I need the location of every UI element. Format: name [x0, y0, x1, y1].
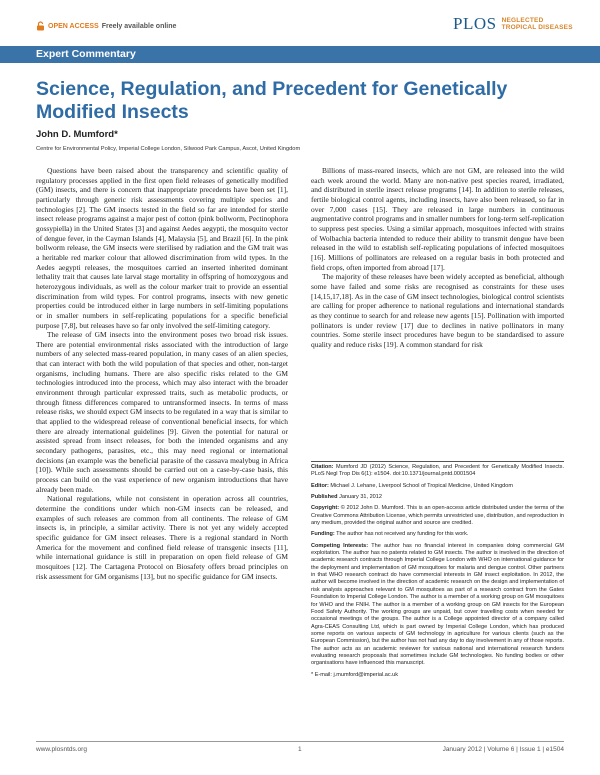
journal-url-link[interactable]: www.plosntds.org: [36, 746, 87, 753]
funding: Funding: The author has not received any funding for this work.: [311, 531, 469, 538]
page-number: 1: [298, 746, 302, 753]
journal-subtitle: [502, 17, 573, 32]
copyright: Copyright: © 2012 John D. Mumford. This is an open-access article distributed under the terms of the Creative Commons Attribution License, which permits unrestricted use, distribution, and reproduction in any medium, provided the original author and source are credited.: [311, 505, 565, 527]
author-email: * E-mail: j.mumford@imperial.ac.uk: [311, 671, 399, 678]
paragraph: The release of GM insects into the environment poses two broad risk issues. There are potential environmental risks associated with the introduction of large numbers of any selected mass-reared population, in many cases of an alien species, that can interact with both the wild population of that species and other, non-target organisms, including humans. There are also specific risks related to the GM technologies introduced into the process, which may also interact with the broader environment through particular expressed traits, such as metabolic products, or through fitness differences compared to untransformed insects. In terms of mass release risks, we should expect GM insects to be regulated in a way that is similar to that applied to the widespread release of conventional beneficial insects, for which there are already international guidelines [9]. Given the potential for natural or assisted spread from insect releases, for both the intended organisms and any secondary pathogens, parasites, etc., this may need regional or international decisions (an example was the beneficial parasite of the cassava mealybug in Africa [10]). While such assessments should be carried out on a case-by-case basis, this process can build on the vast experience of new organism introductions that have already been made.: [36, 330, 288, 494]
section-label: Expert Commentary: [36, 48, 136, 60]
author-affiliation: Centre for Environmental Policy, Imperial College London, Silwood Park Campus, Ascot, United Kingdom: [36, 146, 301, 152]
open-access-badge: [36, 21, 176, 31]
page-footer: [36, 741, 564, 753]
editor: Editor: Michael J. Lehane, Liverpool School of Tropical Medicine, United Kingdom: [311, 482, 513, 489]
open-access-lock-icon: [36, 21, 45, 31]
article-author: John D. Mumford*: [36, 129, 118, 140]
info-divider: [311, 461, 564, 462]
section-band: [0, 46, 600, 63]
body-column-right: [311, 166, 564, 349]
body-column-left: [36, 166, 288, 581]
article-info-box: [311, 461, 564, 683]
issue-info: January 2012 | Volume 6 | Issue 1 | e1504: [442, 746, 564, 753]
journal-logo: [453, 14, 573, 34]
open-access-suffix: Freely available online: [101, 22, 177, 30]
open-access-label: OPEN ACCESS: [48, 22, 99, 30]
competing-interests: Competing Interests: The author has no financial interest in companies doing commercial GM exploitation. The author has no patents related to GM insects. The author is involved in the direction of academic research contracts through Imperial College London with WHO on international guidance for the deployment and implementation of GM mosquitoes for malaria and dengue control. Other partners in that WHO research contract do have commercial interests in GM insect exploitation. In 2012, the author will become involved in the direction of academic research on the design and implementation of risk analysis approaches relevant to GM mosquitoes as part of a research contract from the Gates Foundation to Imperial College London. The author is a member of a working group on GM mosquitoes for WHO and the FNIH. The author is a member of a working group on GM insects for the European Food Safety Authority. The working groups are unpaid, but cover travelling costs when needed for occasional meetings of the groups. The author is a College appointed director of a company called Agra-CEAS Consulting Ltd, which is part owned by Imperial College London, which has produced some reports on various aspects of GM technology in agriculture for various clients (such as the European Commission), but the author has not had any day to day involvement in any of those reports. The author acts as an academic reviewer for various national and international research funders evaluating research proposals that sometimes include GM technologies. No funding bodies or other organisations have influenced this manuscript.: [311, 542, 564, 667]
paragraph: Questions have been raised about the transparency and scientific quality of regulatory processes applied in the first open field releases of genetically modified (GM) insects, and there is concern that inappropriate precedents have been set [1], particularly through generic risk assessments covering multiple species and technologies [2]. The GM insects tested in the field so far are intended for sterile insect release programs against a major pest of cotton (pink bollworm, Pectinophora gossypiella) in the United States [3] and against Aedes aegypti, the mosquito vector of dengue fever, in the Cayman Islands [4], Malaysia [5], and Brazil [6]. In the pink bollworm release, the GM insects were sterilised by radiation and the GM trait was a heritable red marker colour that allowed discrimination from wild types. In the Aedes aegypti releases, the mosquitoes carried an inserted inherited dominant lethality trait that causes late larval stage mortality in offspring of homozygous and heterozygous individuals, as well as the colour marker trait to provide an essential discrimination from wild types. For control programs, insects with new genetic properties could be introduced either in large numbers in self-limiting populations or in smaller numbers in self-replicating populations for a specific beneficial purpose [7,8], but releases have so far only involved the self-limiting category.: [36, 166, 288, 330]
citation: Citation: Mumford JD (2012) Science, Regulation, and Precedent for Genetically Modified Insects. PLoS Negl Trop Dis 6(1): e1504. doi:10.1371/journal.pntd.0001504: [311, 464, 564, 478]
paragraph: The majority of these releases have been widely accepted as beneficial, although some have failed and some risks are recognised as constraints for these uses [14,15,17,18]. As in the case of GM insect technologies, biological control scientists are calling for proper adherence to national regulations and international standards as they continue to search for and release new agents [15]. Pollination with imported pollinators is under review [17] due to declines in native pollinators in many countries. Some sterile insect procedures have begun to be standardised to assure quality and reduce risks [19]. A common standard for risk: [311, 272, 564, 349]
footer-divider: [36, 741, 564, 742]
published-date: Published January 31, 2012: [311, 494, 382, 501]
paragraph: Billions of mass-reared insects, which are not GM, are released into the wild each week around the world. Many are non-native pest species reared, irradiated, and distributed in sterile insect release programs [14]. In addition to sterile releases, fertile biological control agents, including insects, have also been released, so far in over 7,000 cases [15]. They are released in large numbers in continuous augmentative control programs and in smaller numbers for long-term self-replication to suppress pest species. Using a similar approach, mosquitoes infected with strains of Wolbachia bacteria intended to reduce their ability to transmit dengue have been released in the wild to establish self-replicating populations of infected mosquitoes [16]. Millions of pollinators are released on a regular basis in both protected and field crops, often imported from abroad [17].: [311, 166, 565, 272]
journal-subtitle-line-2: TROPICAL DISEASES: [501, 24, 573, 31]
journal-logo-text: PLOS: [453, 14, 497, 33]
paragraph: National regulations, while not consistent in operation across all countries, determine the conditions under which non-GM insects can be released, and examples of such releases are common from all continents. The release of GM insects is, in principle, a similar activity. There is not yet any widely accepted specific guidance for GM insect releases. There is a regional standard in North America for the movement and confined field release of transgenic insects [11], while international guidance is still in preparation on open field release of GM mosquitoes [12]. The Cartagena Protocol on Biosafety offers broad principles on risk assessment for GM organisms [13], but no specific guidance for GM insects.: [36, 494, 288, 581]
journal-subtitle-line-1: NEGLECTED: [501, 16, 544, 24]
article-title: Science, Regulation, and Precedent for Genetically Modified Insects: [36, 78, 508, 123]
